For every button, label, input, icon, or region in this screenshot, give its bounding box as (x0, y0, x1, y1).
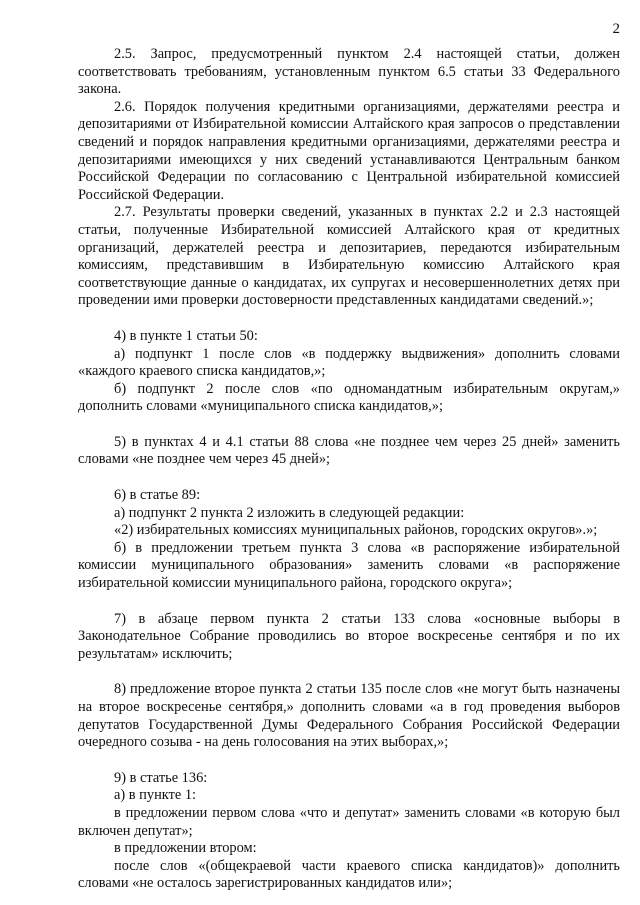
paragraph: а) в пункте 1: (114, 787, 197, 804)
page-number: 2 (612, 21, 620, 37)
paragraph: 2.6. Порядок получения кредитными организациями, держателями реестра и депозитариями от Избирательной комиссии Алтайского края запросов о представлении сведений и порядок направления кредитными организациями, держателями реестра и депозитариями имеющихся у них сведений устанавливаются Центральным банком Российской Федерации по согласованию с Центральной избирательной комиссией Российской Федерации. (78, 98, 620, 203)
paragraph: в предложении втором: (114, 840, 257, 857)
paragraph: а) подпункт 2 пункта 2 изложить в следующей редакции: (114, 504, 465, 521)
document-body (78, 46, 620, 893)
paragraph: 8) предложение второе пункта 2 статьи 135 после слов «не могут быть назначены на второе воскресенье сентября,» дополнить словами «а в год проведения выборов депутатов Государственной Думы Федерального Собрания Российской Федерации очередного созыва - на день голосования на этих выборах,»; (78, 681, 620, 751)
paragraph: 2.7. Результаты проверки сведений, указанных в пунктах 2.2 и 2.3 настоящей статьи, полученные Избирательной комиссией Алтайского края от кредитных организаций, держателей реестра и депозитариев, передаются избирательным комиссиям, представившим в Избирательную комиссию Алтайского края соответствующие данные о кандидатах, их супругах и несовершеннолетних детях при проведении ими проверки достоверности представленных кандидатами сведений.»; (78, 204, 620, 309)
paragraph: 5) в пунктах 4 и 4.1 статьи 88 слова «не позднее чем через 25 дней» заменить словами «не позднее чем через 45 дней»; (78, 433, 620, 468)
paragraph: б) в предложении третьем пункта 3 слова «в распоряжение избирательной комиссии муниципального образования» заменить словами «в распоряжение избирательной комиссии муниципального района, городского округа»; (78, 539, 620, 592)
paragraph: 9) в статье 136: (114, 769, 208, 786)
paragraph: б) подпункт 2 после слов «по одномандатным избирательным округам,» дополнить словами «муниципального списка кандидатов,»; (78, 380, 620, 415)
paragraph: а) подпункт 1 после слов «в поддержку выдвижения» дополнить словами «каждого краевого списка кандидатов,»; (78, 345, 620, 380)
paragraph: 4) в пункте 1 статьи 50: (114, 327, 258, 344)
paragraph: в предложении первом слова «что и депутат» заменить словами «в которую был включен депутат»; (78, 804, 620, 839)
paragraph: 7) в абзаце первом пункта 2 статьи 133 слова «основные выборы в Законодательное Собрание проводились во второе воскресенье сентября и по их результатам» исключить; (78, 610, 620, 662)
paragraph: 2.5. Запрос, предусмотренный пунктом 2.4 настоящей статьи, должен соответствовать требованиям, установленным пунктом 6.5 статьи 33 Федерального закона. (78, 46, 620, 98)
paragraph: 6) в статье 89: (114, 487, 201, 504)
paragraph: после слов «(общекраевой части краевого списка кандидатов)» дополнить словами «не осталось зарегистрированных кандидатов или»; (78, 857, 620, 892)
paragraph: «2) избирательных комиссиях муниципальных районов, городских округов».»; (114, 522, 598, 539)
